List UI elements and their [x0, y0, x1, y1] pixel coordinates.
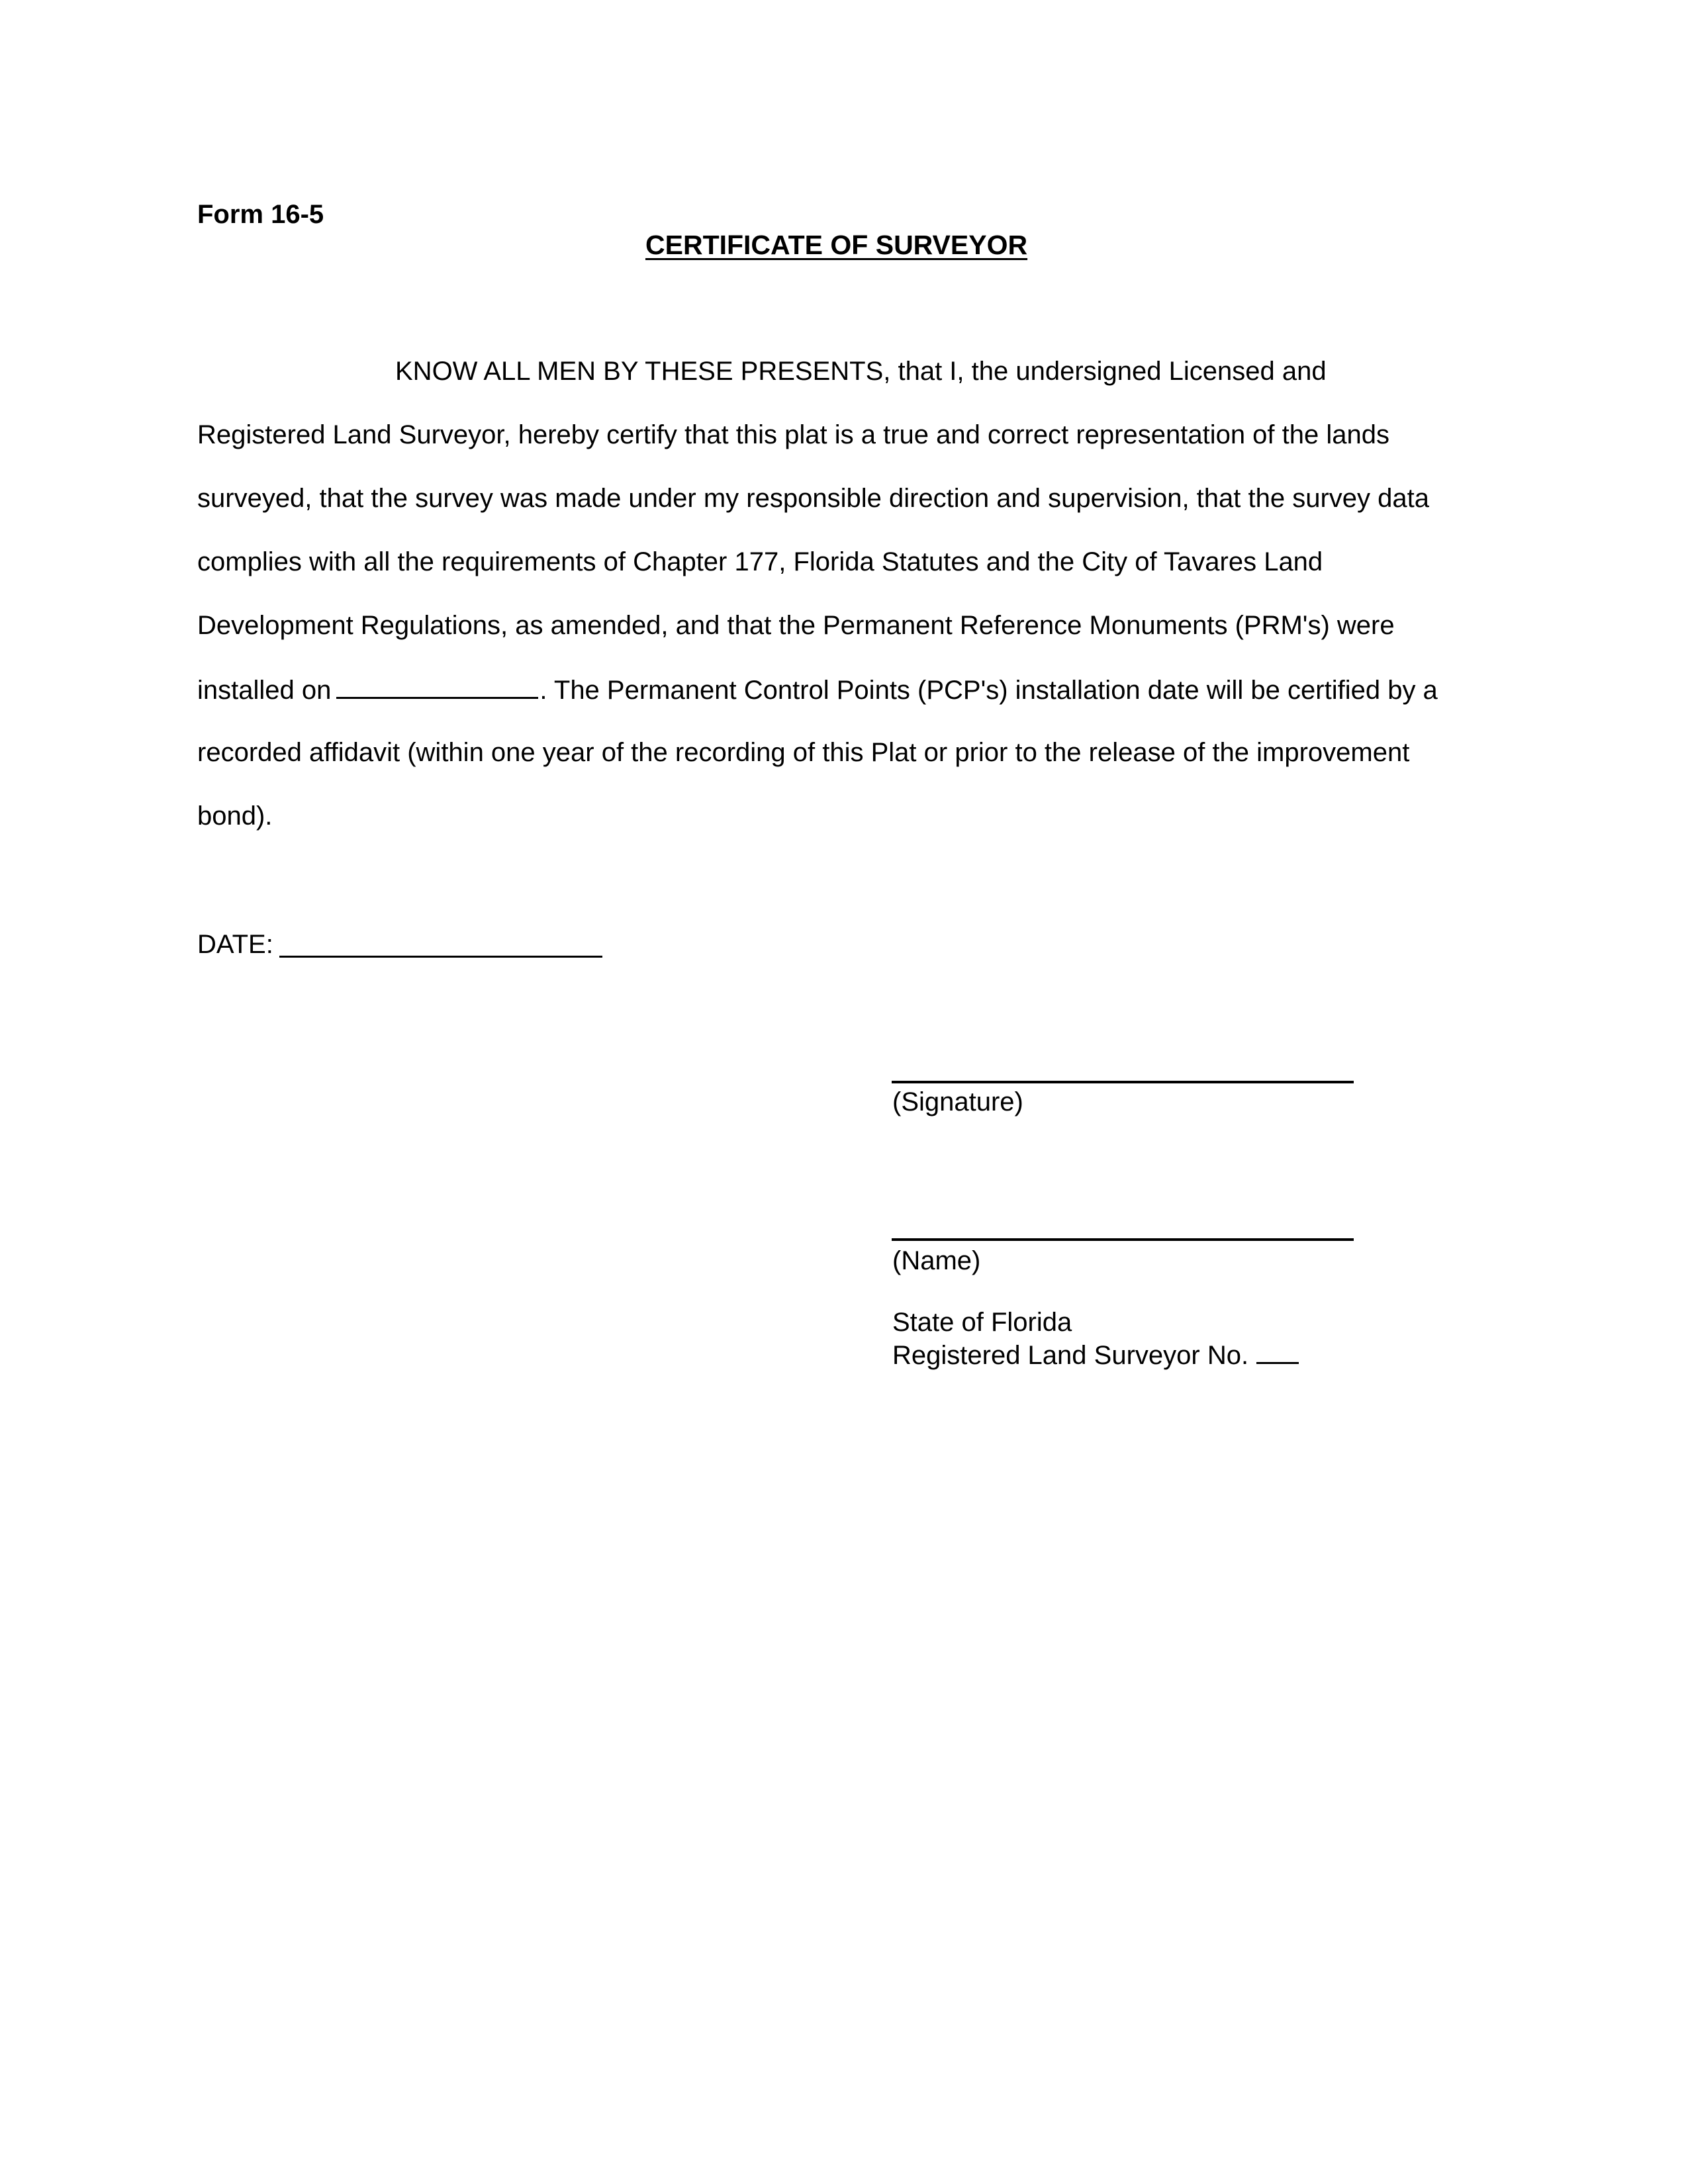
- body-line-3: surveyed, that the survey was made under my responsible direction and supervision, that the survey data: [197, 484, 1429, 513]
- body-line-6: [197, 673, 1438, 706]
- registration-number-row: [892, 1338, 1299, 1371]
- registration-label: Registered Land Surveyor No.: [892, 1341, 1249, 1370]
- signature-caption: (Signature): [892, 1087, 1023, 1116]
- body-line-1: KNOW ALL MEN BY THESE PRESENTS, that I, the undersigned Licensed and: [395, 357, 1327, 386]
- body-line-8: bond).: [197, 801, 273, 831]
- name-line[interactable]: [892, 1238, 1354, 1241]
- body-line-6-continuation: . The Permanent Control Points (PCP's) installation date will be certified by a: [539, 676, 1438, 705]
- body-line-7: recorded affidavit (within one year of the recording of this Plat or prior to the release of the improvement: [197, 738, 1410, 767]
- date-label: DATE:: [197, 930, 273, 959]
- installation-date-blank[interactable]: [336, 673, 538, 699]
- body-line-5: Development Regulations, as amended, and that the Permanent Reference Monuments (PRM's) were: [197, 611, 1395, 640]
- document-title: CERTIFICATE OF SURVEYOR: [645, 230, 1028, 260]
- body-line-2: Registered Land Surveyor, hereby certify that this plat is a true and correct representation of the lands: [197, 420, 1389, 449]
- body-line-4: complies with all the requirements of Chapter 177, Florida Statutes and the City of Tavares Land: [197, 547, 1323, 576]
- state-label: State of Florida: [892, 1308, 1072, 1337]
- form-number: Form 16-5: [197, 200, 324, 229]
- registration-number-blank[interactable]: [1256, 1338, 1299, 1364]
- signature-line[interactable]: [892, 1081, 1354, 1083]
- date-blank[interactable]: [279, 956, 602, 958]
- name-caption: (Name): [892, 1246, 981, 1275]
- installed-on-label: installed on: [197, 676, 332, 705]
